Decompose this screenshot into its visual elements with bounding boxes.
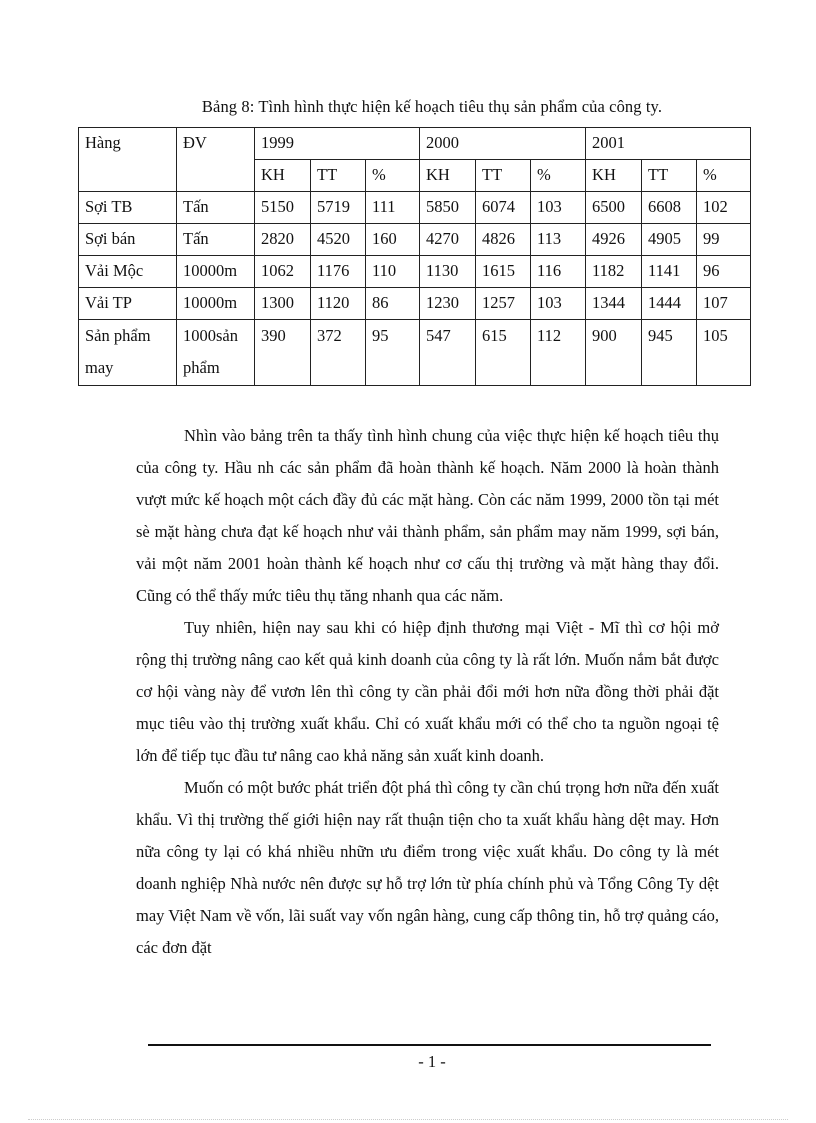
subheader-cell: TT xyxy=(311,160,366,192)
table-cell: 372 xyxy=(311,320,366,386)
page-edge-dots xyxy=(28,1119,788,1120)
header-unit: ĐV xyxy=(177,128,255,192)
table-header-row xyxy=(79,128,751,160)
table-cell: 96 xyxy=(697,256,751,288)
table-cell: 4520 xyxy=(311,224,366,256)
table-row xyxy=(79,224,751,256)
table-cell: 111 xyxy=(366,192,420,224)
table-row xyxy=(79,192,751,224)
header-product: Hàng xyxy=(79,128,177,192)
subheader-cell: KH xyxy=(586,160,642,192)
table-cell: 945 xyxy=(642,320,697,386)
table-cell: 1444 xyxy=(642,288,697,320)
table-cell: 116 xyxy=(531,256,586,288)
row-label: Vải Mộc xyxy=(79,256,177,288)
table-caption: Bảng 8: Tình hình thực hiện kế hoạch tiêu thụ sản phẩm của công ty. xyxy=(201,97,663,116)
row-unit: 1000sản phẩm xyxy=(177,320,255,386)
subheader-cell: TT xyxy=(476,160,531,192)
page-number: - 1 - xyxy=(418,1052,446,1071)
paragraph-3: Muốn có một bước phát triển đột phá thì công ty cần chú trọng hơn nữa đến xuất khẩu. Vì thị trường thế giới hiện nay rất thuận tiện cho ta xuất khẩu hàng dệt may. Hơn nữa công ty lại có khá nhiều nhữn ưu điểm trong việc xuất khẩu. Do công ty là mét doanh nghiệp Nhà nước nên được sự hỗ trợ lớn từ phía chính phủ và Tổng Công Ty dệt may Việt Nam về vốn, lãi suất vay vốn ngân hàng, cung cấp thông tin, hỗ trợ quảng cáo, các đơn đặt xyxy=(136,778,719,957)
table-row xyxy=(79,256,751,288)
table-cell: 5719 xyxy=(311,192,366,224)
row-unit: 10000m xyxy=(177,256,255,288)
table-cell: 95 xyxy=(366,320,420,386)
table-cell: 1344 xyxy=(586,288,642,320)
table-cell: 547 xyxy=(420,320,476,386)
row-label: Sợi TB xyxy=(79,192,177,224)
table-cell: 113 xyxy=(531,224,586,256)
row-label: Vải TP xyxy=(79,288,177,320)
table-cell: 102 xyxy=(697,192,751,224)
table-cell: 107 xyxy=(697,288,751,320)
table-cell: 1257 xyxy=(476,288,531,320)
paragraph-1: Nhìn vào bảng trên ta thấy tình hình chung của việc thực hiện kế hoạch tiêu thụ của công ty. Hầu nh các sản phẩm đã hoàn thành kế hoạch. Năm 2000 là hoàn thành vượt mức kế hoạch một cách đầy đủ các mặt hàng. Còn các năm 1999, 2000 tồn tại mét sè mặt hàng chưa đạt kế hoạch như vải thành phẩm, sản phẩm may năm 1999, sợi bán, vải một năm 2001 hoàn thành kế hoạch như cơ cấu thị trường và mặt hàng thay đổi. Cũng có thể thấy mức tiêu thụ tăng nhanh qua các năm. xyxy=(136,426,719,605)
table-cell: 6608 xyxy=(642,192,697,224)
table-cell: 112 xyxy=(531,320,586,386)
table-row xyxy=(79,320,751,386)
table-cell: 6500 xyxy=(586,192,642,224)
table-cell: 1176 xyxy=(311,256,366,288)
table-cell: 4905 xyxy=(642,224,697,256)
sales-plan-table xyxy=(78,127,751,386)
header-year-2000: 2000 xyxy=(420,128,586,160)
body-text xyxy=(136,420,719,964)
row-unit: Tấn xyxy=(177,224,255,256)
table-cell: 105 xyxy=(697,320,751,386)
table-cell: 6074 xyxy=(476,192,531,224)
header-year-2001: 2001 xyxy=(586,128,751,160)
table-cell: 1062 xyxy=(255,256,311,288)
header-year-1999: 1999 xyxy=(255,128,420,160)
table-cell: 4826 xyxy=(476,224,531,256)
row-unit: 10000m xyxy=(177,288,255,320)
paragraph-2: Tuy nhiên, hiện nay sau khi có hiệp định thương mại Việt - Mĩ thì cơ hội mở rộng thị trường nâng cao kết quả kinh doanh của công ty là rất lớn. Muốn nắm bắt được cơ hội vàng này để vươn lên thì công ty cần phải đổi mới hơn nữa đồng thời phải đặt mục tiêu vào thị trường xuất khẩu. Chỉ có xuất khẩu mới có thể cho ta nguồn ngoại tệ lớn để tiếp tục đầu tư nâng cao khả năng sản xuất kinh doanh. xyxy=(136,618,719,765)
table-cell: 1182 xyxy=(586,256,642,288)
subheader-cell: TT xyxy=(642,160,697,192)
table-cell: 5850 xyxy=(420,192,476,224)
table-cell: 110 xyxy=(366,256,420,288)
table-cell: 86 xyxy=(366,288,420,320)
table-cell: 1230 xyxy=(420,288,476,320)
row-label: Sợi bán xyxy=(79,224,177,256)
table-cell: 615 xyxy=(476,320,531,386)
table-cell: 1300 xyxy=(255,288,311,320)
table-cell: 160 xyxy=(366,224,420,256)
subheader-cell: KH xyxy=(255,160,311,192)
table-cell: 5150 xyxy=(255,192,311,224)
table-row xyxy=(79,288,751,320)
table-cell: 4926 xyxy=(586,224,642,256)
subheader-cell: % xyxy=(697,160,751,192)
table-cell: 2820 xyxy=(255,224,311,256)
row-label: Sản phẩm may xyxy=(79,320,177,386)
table-cell: 1130 xyxy=(420,256,476,288)
subheader-cell: % xyxy=(531,160,586,192)
subheader-cell: KH xyxy=(420,160,476,192)
subheader-cell: % xyxy=(366,160,420,192)
table-cell: 1141 xyxy=(642,256,697,288)
table-cell: 103 xyxy=(531,192,586,224)
table-cell: 103 xyxy=(531,288,586,320)
table-cell: 99 xyxy=(697,224,751,256)
table-cell: 1615 xyxy=(476,256,531,288)
table-cell: 4270 xyxy=(420,224,476,256)
table-cell: 390 xyxy=(255,320,311,386)
table-cell: 1120 xyxy=(311,288,366,320)
row-unit: Tấn xyxy=(177,192,255,224)
footer-rule xyxy=(148,1044,711,1046)
table-cell: 900 xyxy=(586,320,642,386)
